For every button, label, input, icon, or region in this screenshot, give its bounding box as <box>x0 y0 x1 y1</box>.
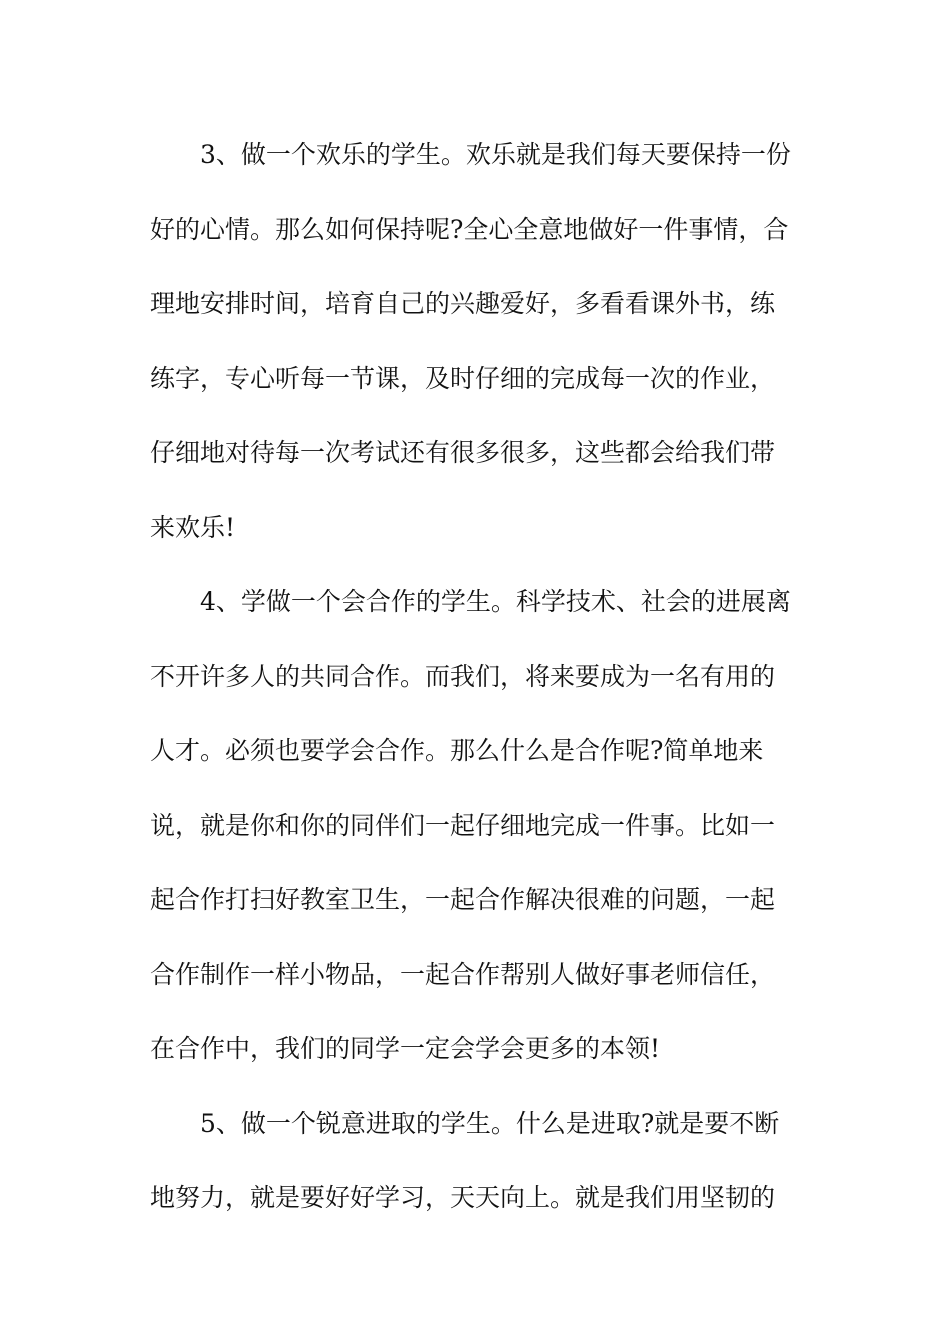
paragraph-line: 5、做一个锐意进取的学生。什么是进取?就是要不断 <box>200 1108 780 1138</box>
paragraph-line: 起合作打扫好教室卫生，一起合作解决很难的问题，一起 <box>150 885 776 914</box>
paragraph-line: 理地安排时间，培育自己的兴趣爱好，多看看课外书，练 <box>150 289 776 318</box>
document-body <box>150 118 810 1236</box>
paragraph-line: 4、学做一个会合作的学生。科学技术、社会的进展离 <box>200 587 791 616</box>
paragraph-line: 人才。必须也要学会合作。那么什么是合作呢?简单地来 <box>150 736 764 765</box>
paragraph-line: 来欢乐! <box>150 512 236 542</box>
paragraph-line: 合作制作一样小物品，一起合作帮别人做好事老师信任， <box>150 959 776 989</box>
paragraph-4 <box>150 565 810 1087</box>
paragraph-line: 练字，专心听每一节课，及时仔细的完成每一次的作业， <box>150 363 776 393</box>
paragraph-line: 好的心情。那么如何保持呢?全心全意地做好一件事情，合 <box>150 214 789 244</box>
paragraph-line: 3、做一个欢乐的学生。欢乐就是我们每天要保持一份 <box>200 140 791 169</box>
paragraph-5 <box>150 1087 810 1236</box>
paragraph-line: 不开许多人的共同合作。而我们，将来要成为一名有用的 <box>150 661 776 691</box>
paragraph-line: 地努力，就是要好好学习，天天向上。就是我们用坚韧的 <box>150 1183 776 1212</box>
paragraph-line: 在合作中，我们的同学一定会学会更多的本领! <box>150 1034 661 1063</box>
paragraph-3 <box>150 118 810 565</box>
paragraph-line: 仔细地对待每一次考试还有很多很多，这些都会给我们带 <box>150 438 776 467</box>
paragraph-line: 说，就是你和你的同伴们一起仔细地完成一件事。比如一 <box>150 810 776 840</box>
